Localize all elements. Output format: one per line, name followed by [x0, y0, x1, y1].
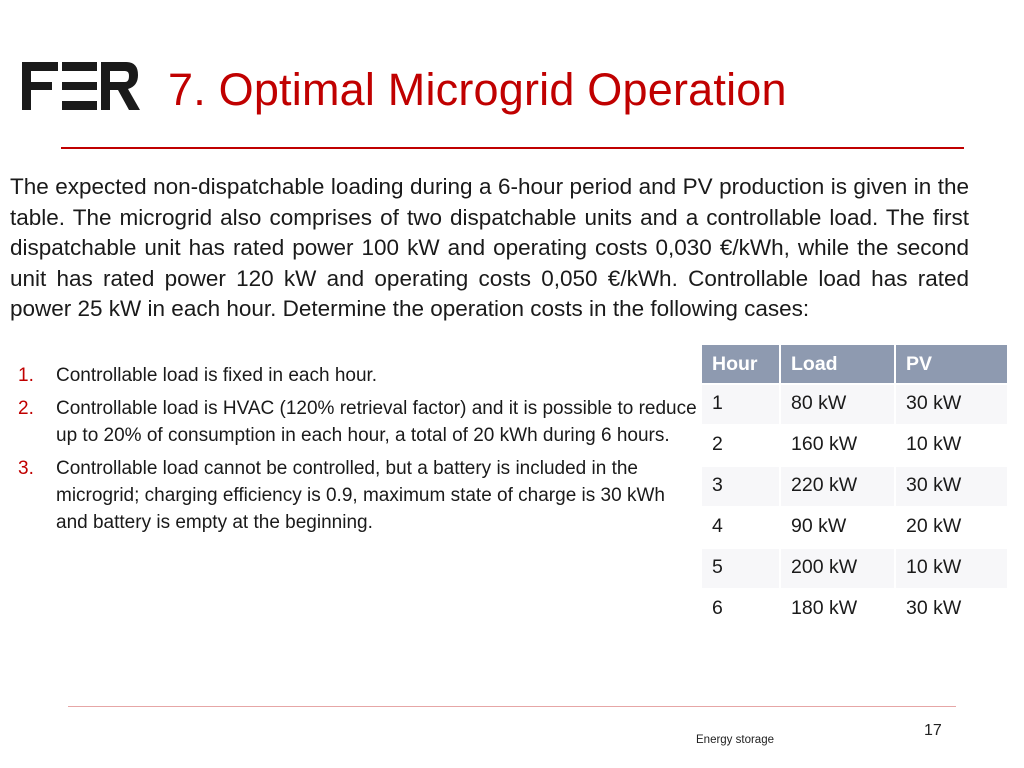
case-text: Controllable load cannot be controlled, but a battery is included in the microgrid; charging efficiency is 0.9, maximum state of charge is 30 kWh and battery is empty at the beginning.	[56, 458, 665, 533]
case-number: 3.	[18, 458, 34, 479]
cell-hour: 4	[702, 508, 779, 547]
fer-logo	[22, 62, 140, 110]
case-number: 1.	[18, 365, 34, 386]
cell-pv: 30 kW	[896, 385, 1007, 424]
cell-pv: 30 kW	[896, 590, 1007, 629]
case-list	[10, 362, 700, 542]
cell-load: 200 kW	[781, 549, 894, 588]
cell-hour: 5	[702, 549, 779, 588]
cell-load: 220 kW	[781, 467, 894, 506]
footer-title: Energy storage	[696, 734, 774, 746]
cell-hour: 1	[702, 385, 779, 424]
load-pv-table	[700, 343, 1009, 631]
cell-pv: 10 kW	[896, 426, 1007, 465]
table-header-row	[702, 345, 1007, 383]
page-number: 17	[924, 722, 942, 739]
cell-pv: 10 kW	[896, 549, 1007, 588]
table-row	[702, 549, 1007, 588]
cell-pv: 20 kW	[896, 508, 1007, 547]
cell-load: 80 kW	[781, 385, 894, 424]
case-text: Controllable load is HVAC (120% retrieval factor) and it is possible to reduce up to 20% of consumption in each hour, a total of 20 kWh during 6 hours.	[56, 398, 697, 446]
header-hour: Hour	[702, 345, 779, 383]
list-item	[10, 395, 700, 449]
table-row	[702, 590, 1007, 629]
case-number: 2.	[18, 398, 34, 419]
cell-pv: 30 kW	[896, 467, 1007, 506]
case-text: Controllable load is fixed in each hour.	[56, 365, 378, 386]
header-load: Load	[781, 345, 894, 383]
header-pv: PV	[896, 345, 1007, 383]
table-row	[702, 426, 1007, 465]
cell-load: 180 kW	[781, 590, 894, 629]
table-row	[702, 508, 1007, 547]
table-row	[702, 467, 1007, 506]
list-item	[10, 455, 700, 536]
cell-hour: 6	[702, 590, 779, 629]
cell-load: 160 kW	[781, 426, 894, 465]
list-item	[10, 362, 700, 389]
table-row	[702, 385, 1007, 424]
cell-load: 90 kW	[781, 508, 894, 547]
footer-divider	[68, 706, 956, 707]
page-title: 7. Optimal Microgrid Operation	[168, 64, 787, 115]
cell-hour: 2	[702, 426, 779, 465]
cell-hour: 3	[702, 467, 779, 506]
title-divider	[61, 147, 964, 149]
intro-paragraph: The expected non-dispatchable loading during a 6-hour period and PV production is given in the table. The microgrid also comprises of two dispatchable units and a controllable load. The first dispatchable unit has rated power 100 kW and operating costs 0,030 €/kWh, while the second unit has rated power 120 kW and operating costs 0,050 €/kWh. Controllable load has rated power 25 kW in each hour. Determine the operation costs in the following cases:	[10, 174, 969, 322]
